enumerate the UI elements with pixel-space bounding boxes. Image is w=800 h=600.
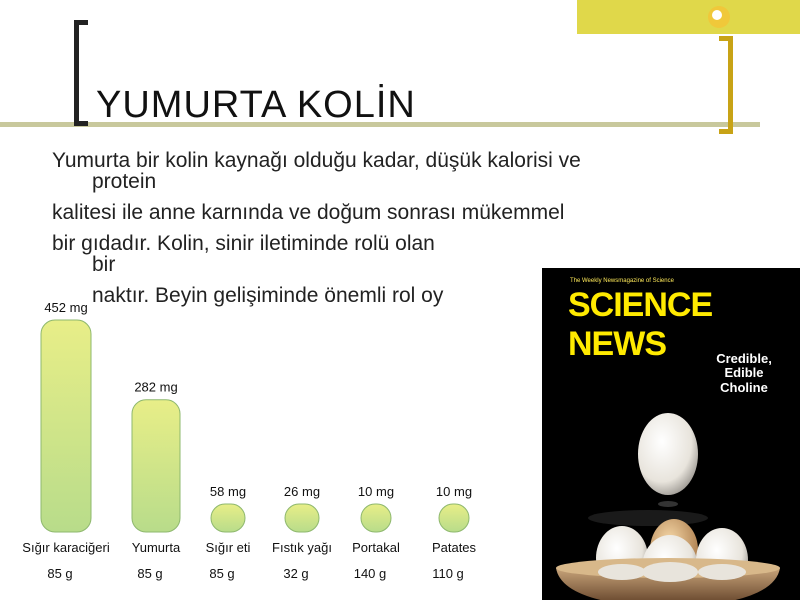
bar-4 <box>361 504 391 532</box>
body-line-2: kalitesi ile anne karnında ve doğum sonrası mükemmel <box>52 201 565 224</box>
left-bracket-decoration <box>74 20 88 126</box>
decorative-circle-inner <box>712 10 722 20</box>
bar-3 <box>285 504 319 532</box>
right-bracket-decoration <box>719 36 733 134</box>
magazine-tagline: The Weekly Newsmagazine of Science <box>570 278 674 284</box>
decorative-bar-top <box>577 0 800 34</box>
portion-label-0: 85 g <box>47 566 73 581</box>
portion-label-3: 32 g <box>283 566 309 581</box>
portion-label-5: 110 g <box>432 566 464 581</box>
cover-headline: Credible, Edible Choline <box>716 351 772 395</box>
value-label-2: 58 mg <box>209 484 247 499</box>
portion-label-2: 85 g <box>209 566 235 581</box>
portion-label-4: 140 g <box>353 566 387 581</box>
egg-bowl-illustration <box>542 268 800 600</box>
category-label-2: Sığır eti <box>205 540 251 555</box>
body-line-3: bir gıdadır. Kolin, sinir iletiminde rolü olan bir <box>52 232 435 276</box>
category-label-0: Sığır karaciğeri <box>22 540 110 555</box>
bar-0 <box>41 320 91 532</box>
bar-1 <box>132 400 180 532</box>
category-label-4: Portakal <box>352 540 400 555</box>
portion-label-1: 85 g <box>137 566 163 581</box>
category-label-3: Fıstık yağı <box>272 540 332 555</box>
magazine-name: SCIENCE NEWS <box>568 286 713 363</box>
category-label-5: Patates <box>431 540 477 555</box>
value-label-4: 10 mg <box>357 484 395 499</box>
bar-5 <box>439 504 469 532</box>
bar-2 <box>211 504 245 532</box>
value-label-1: 282 mg <box>134 379 178 395</box>
value-label-5: 10 mg <box>435 484 473 499</box>
choline-bar-chart <box>0 290 540 600</box>
category-label-1: Yumurta <box>131 540 181 555</box>
slide-title: YUMURTA KOLİN <box>96 84 416 126</box>
value-label-3: 26 mg <box>283 484 321 499</box>
body-line-1: Yumurta bir kolin kaynağı olduğu kadar, düşük kalorisi ve protein <box>52 149 581 193</box>
value-label-0: 452 mg <box>44 300 88 315</box>
magazine-cover-photo <box>542 268 800 600</box>
body-line-4: naktır. Beyin gelişiminde önemli rol oy <box>92 284 444 307</box>
floating-egg <box>638 413 698 495</box>
